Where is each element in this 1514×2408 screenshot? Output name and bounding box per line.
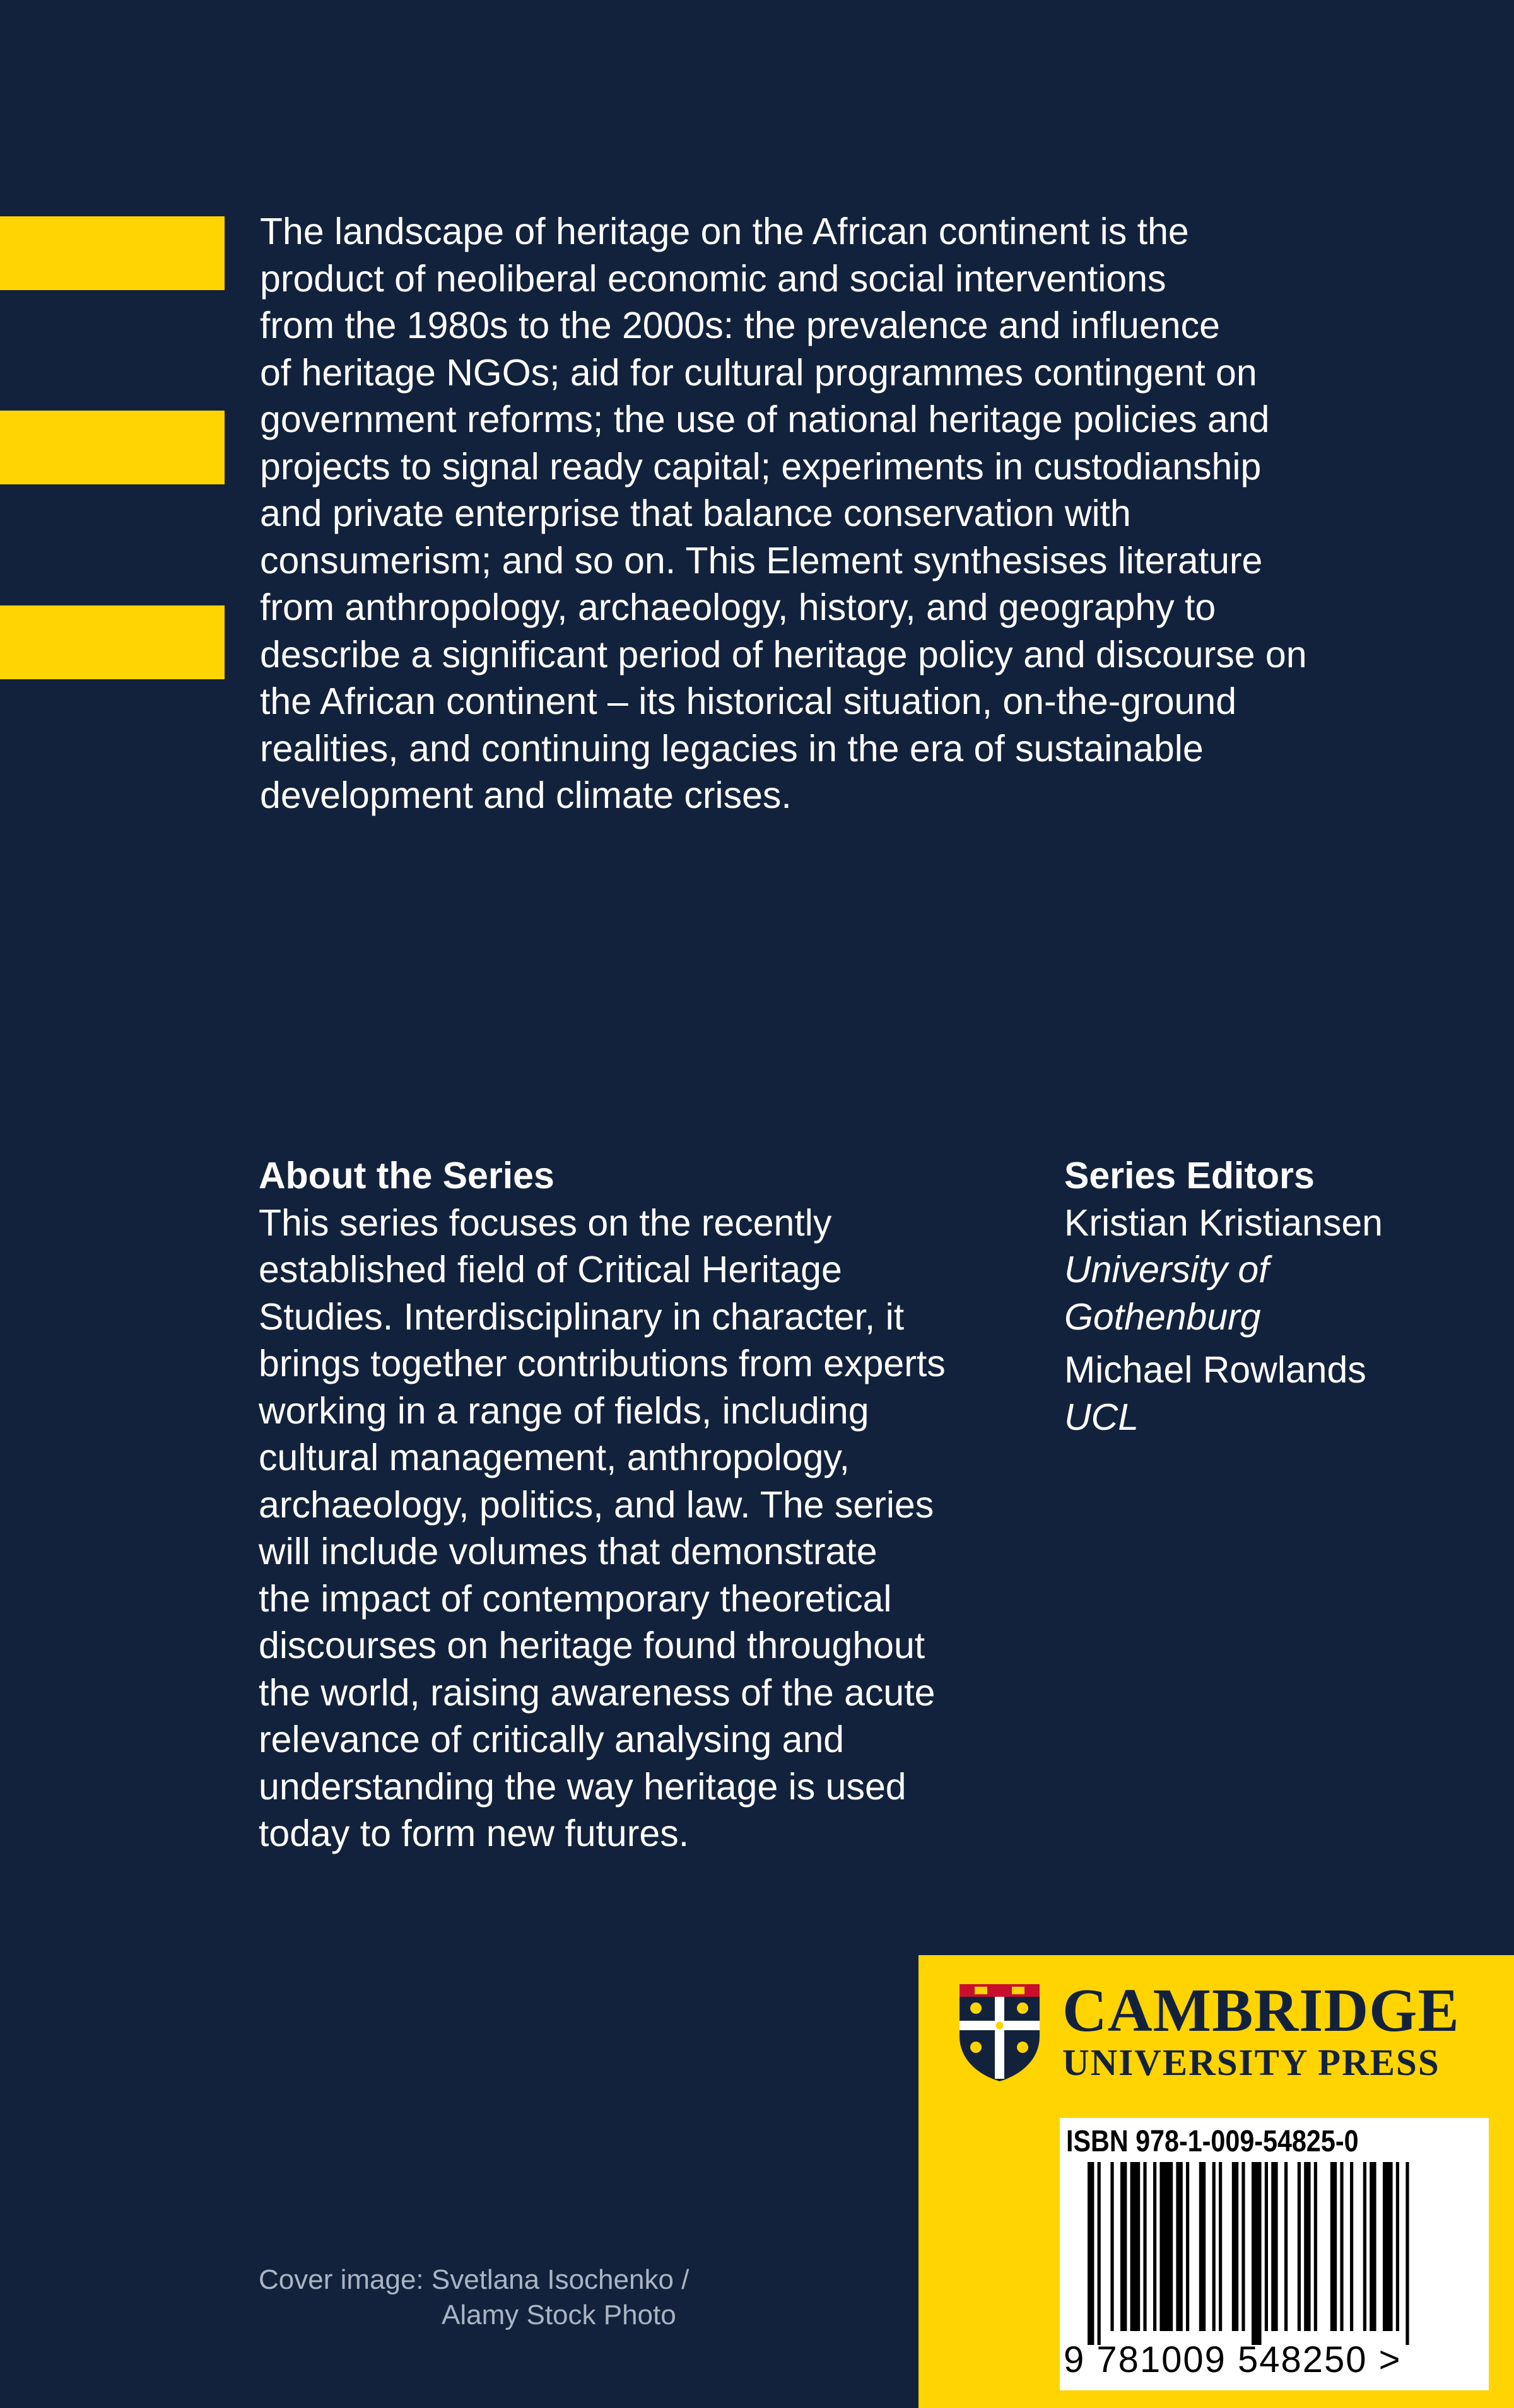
barcode-bar [1265,2162,1268,2331]
barcode-bar [1396,2162,1399,2331]
barcode-icon [1060,2162,1489,2345]
credit-line-1: Cover image: Svetlana Isochenko / [259,2264,690,2295]
yellow-stripe-top [0,216,225,290]
barcode-bar [1304,2162,1310,2331]
about-heading: About the Series [259,1155,555,1196]
publisher-panel [918,1955,1514,2408]
barcode-bar [1120,2162,1127,2331]
barcode-bar [1186,2162,1189,2331]
about-the-series [259,1152,1047,1857]
barcode-bar [1098,2162,1101,2345]
barcode-bar [1350,2162,1353,2331]
barcode-bar [1232,2162,1238,2331]
barcode-bar [1405,2162,1409,2345]
barcode-bar [1159,2162,1173,2331]
editor-affiliation: University of Gothenburg [1064,1249,1269,1338]
cover-image-credit [259,2262,689,2333]
barcode-bar [1363,2162,1366,2331]
publisher-name-line-1: CAMBRIDGE [1062,1977,1460,2045]
publisher-name-line-2: UNIVERSITY PRESS [1062,2042,1440,2083]
barcode-bar [1088,2162,1094,2345]
barcode-bar [1153,2162,1156,2331]
barcode-bar [1298,2162,1301,2331]
barcode-bar [1241,2162,1245,2331]
credit-line-2: Alamy Stock Photo [442,2300,676,2330]
yellow-stripe-middle [0,411,225,484]
editor-name: Kristian Kristiansen [1064,1201,1383,1244]
barcode-bar [1143,2162,1146,2331]
university-crest-icon [957,1982,1042,2084]
barcode-bar [1383,2162,1393,2331]
ean-digits: 9 781009 548250 > [1064,2339,1402,2380]
isbn-number: ISBN 978-1-009-54825-0 [1066,2125,1359,2158]
barcode-bar [1130,2162,1141,2331]
barcode-bar [1330,2162,1337,2331]
barcode [1060,2118,1489,2390]
about-body: This series focuses on the recently established field of Critical Heritage Studies. Interdisciplinary in character, it brings together contributions from experts working in a range of fields, including cultural management, anthropology, archaeology, politics, and law. The series will include volumes that demonstrate the impact of contemporary theoretical discourses on heritage found throughout the world, raising awareness of the acute relevance of critically analysing and understanding the way heritage is used today to form new futures. [259,1201,946,1854]
editor-entry [1064,1200,1468,1341]
barcode-bar [1199,2162,1206,2331]
barcode-bar [1110,2162,1113,2331]
barcode-bar [1370,2162,1376,2331]
barcode-bar [1314,2162,1317,2331]
barcode-bar [1212,2162,1216,2331]
barcode-bar [1284,2162,1288,2331]
barcode-bar [1252,2162,1262,2345]
editor-name: Michael Rowlands [1064,1349,1366,1391]
editor-entry [1064,1347,1468,1441]
editors-heading: Series Editors [1064,1155,1315,1196]
publisher-name [1062,1979,1460,2083]
barcode-bar [1271,2162,1277,2331]
yellow-stripe-bottom [0,605,225,679]
editor-affiliation: UCL [1064,1396,1139,1438]
barcode-bar [1176,2162,1182,2331]
book-description: The landscape of heritage on the African continent is the product of neoliberal economic and social interventions from the 1980s to the 2000s: the prevalence and influence of heritage NGOs; aid for cultural programmes contingent on government reforms; the use of national heritage policies and projects to signal ready capital; experiments in custodianship and private enterprise that balance conservation with consumerism; and so on. This Element synthesises literature from anthropology, archaeology, history, and geography to describe a significant period of heritage policy and discourse on the African continent – its historical situation, on-the-ground realities, and continuing legacies in the era of sustainable development and climate crises. [260,211,1307,816]
barcode-bar [1340,2162,1343,2331]
series-editors [1064,1152,1468,1447]
barcode-bar [1219,2162,1222,2331]
